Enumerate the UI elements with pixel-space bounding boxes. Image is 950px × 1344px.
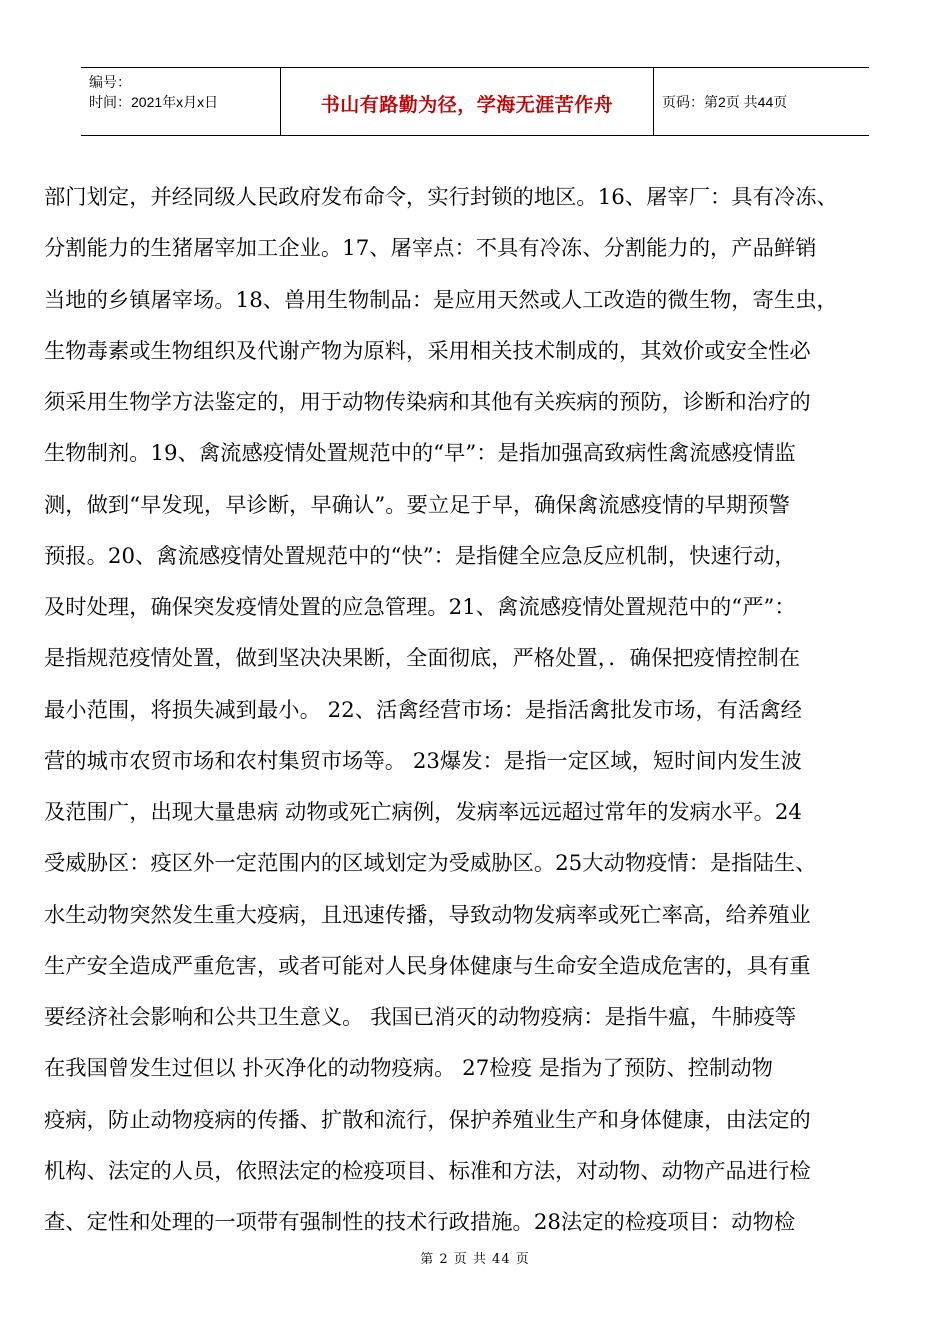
header-info-cell xyxy=(81,68,281,135)
body-line: 营的城市农贸市场和农村集贸市场等。 23爆发：是指一定区域，短时间内发生波 xyxy=(44,748,802,774)
page-footer xyxy=(0,1248,950,1267)
body-line: 是指规范疫情处置，做到坚决决果断，全面彻底，严格处置，．确保把疫情控制在 xyxy=(44,646,801,672)
serial-number-label: 编号： xyxy=(89,74,131,90)
body-line: 当地的乡镇屠宰场。18、兽用生物制品：是应用天然或人工改造的微生物，寄生虫， xyxy=(44,287,838,313)
motto-text: 书山有路勤为径，学海无涯苦作舟 xyxy=(320,94,614,116)
body-line: 及范围广，出现大量患病 动物或死亡病例，发病率远远超过常年的发病水平。24 xyxy=(44,800,802,825)
body-line: 最小范围，将损失减到最小。 22、活禽经营市场：是指活禽批发市场，有活禽经 xyxy=(44,697,802,723)
body-line: 部门划定，并经同级人民政府发布命令，实行封锁的地区。16、屠宰厂：具有冷冻、 xyxy=(44,185,838,210)
body-line: 要经济社会影响和公共卫生意义。 我国已消灭的动物疫病：是指牛瘟，牛肺疫等 xyxy=(44,1005,797,1030)
document-body xyxy=(44,172,910,1248)
body-line: 水生动物突然发生重大疫病，且迅速传播，导致动物发病率或死亡率高，给养殖业 xyxy=(44,902,811,928)
body-line: 预报。20、禽流感疫情处置规范中的“快”：是指健全应急反应机制，快速行动， xyxy=(44,543,796,569)
body-line: 须采用生物学方法鉴定的，用于动物传染病和其他有关疾病的预防，诊断和治疗的 xyxy=(44,390,811,415)
body-line: 生物毒素或生物组织及代谢产物为原料，采用相关技术制成的，其效价或安全性必 xyxy=(44,338,811,364)
body-line: 测，做到“早发现，早诊断，早确认”。要立足于早，确保禽流感疫情的早期预警 xyxy=(44,492,790,518)
body-line: 疫病，防止动物疫病的传播、扩散和流行，保护养殖业生产和身体健康，由法定的 xyxy=(44,1107,811,1133)
body-line: 生物制剂。19、禽流感疫情处置规范中的“早”：是指加强高致病性禽流感疫情监 xyxy=(44,441,796,467)
body-line: 受威胁区：疫区外一定范围内的区域划定为受威胁区。25大动物疫情：是指陆生、 xyxy=(44,851,817,877)
body-line: 机构、法定的人员，依照法定的检疫项目、标准和方法，对动物、动物产品进行检 xyxy=(44,1158,811,1184)
page-number-label: 页码：第2页 共44页 xyxy=(662,93,788,110)
header-motto-cell xyxy=(281,68,654,135)
body-line: 生产安全造成严重危害，或者可能对人民身体健康与生命安全造成危害的，具有重 xyxy=(44,953,811,979)
body-line: 在我国曾发生过但以 扑灭净化的动物疫病。 27检疫 是指为了预防、控制动物 xyxy=(44,1056,773,1082)
document-header xyxy=(81,67,869,136)
body-line: 分割能力的生猪屠宰加工企业。17、屠宰点：不具有冷冻、分割能力的，产品鲜销 xyxy=(44,236,817,262)
header-page-cell xyxy=(654,68,869,135)
footer-page-number: 第 2 页 共 44 页 xyxy=(420,1252,530,1267)
body-line: 及时处理，确保突发疫情处置的应急管理。21、禽流感疫情处置规范中的“严”： xyxy=(44,595,796,620)
body-line: 查、定性和处理的一项带有强制性的技术行政措施。28法定的检疫项目：动物检 xyxy=(44,1210,796,1235)
date-label: 时间：2021年x月x日 xyxy=(89,94,219,110)
